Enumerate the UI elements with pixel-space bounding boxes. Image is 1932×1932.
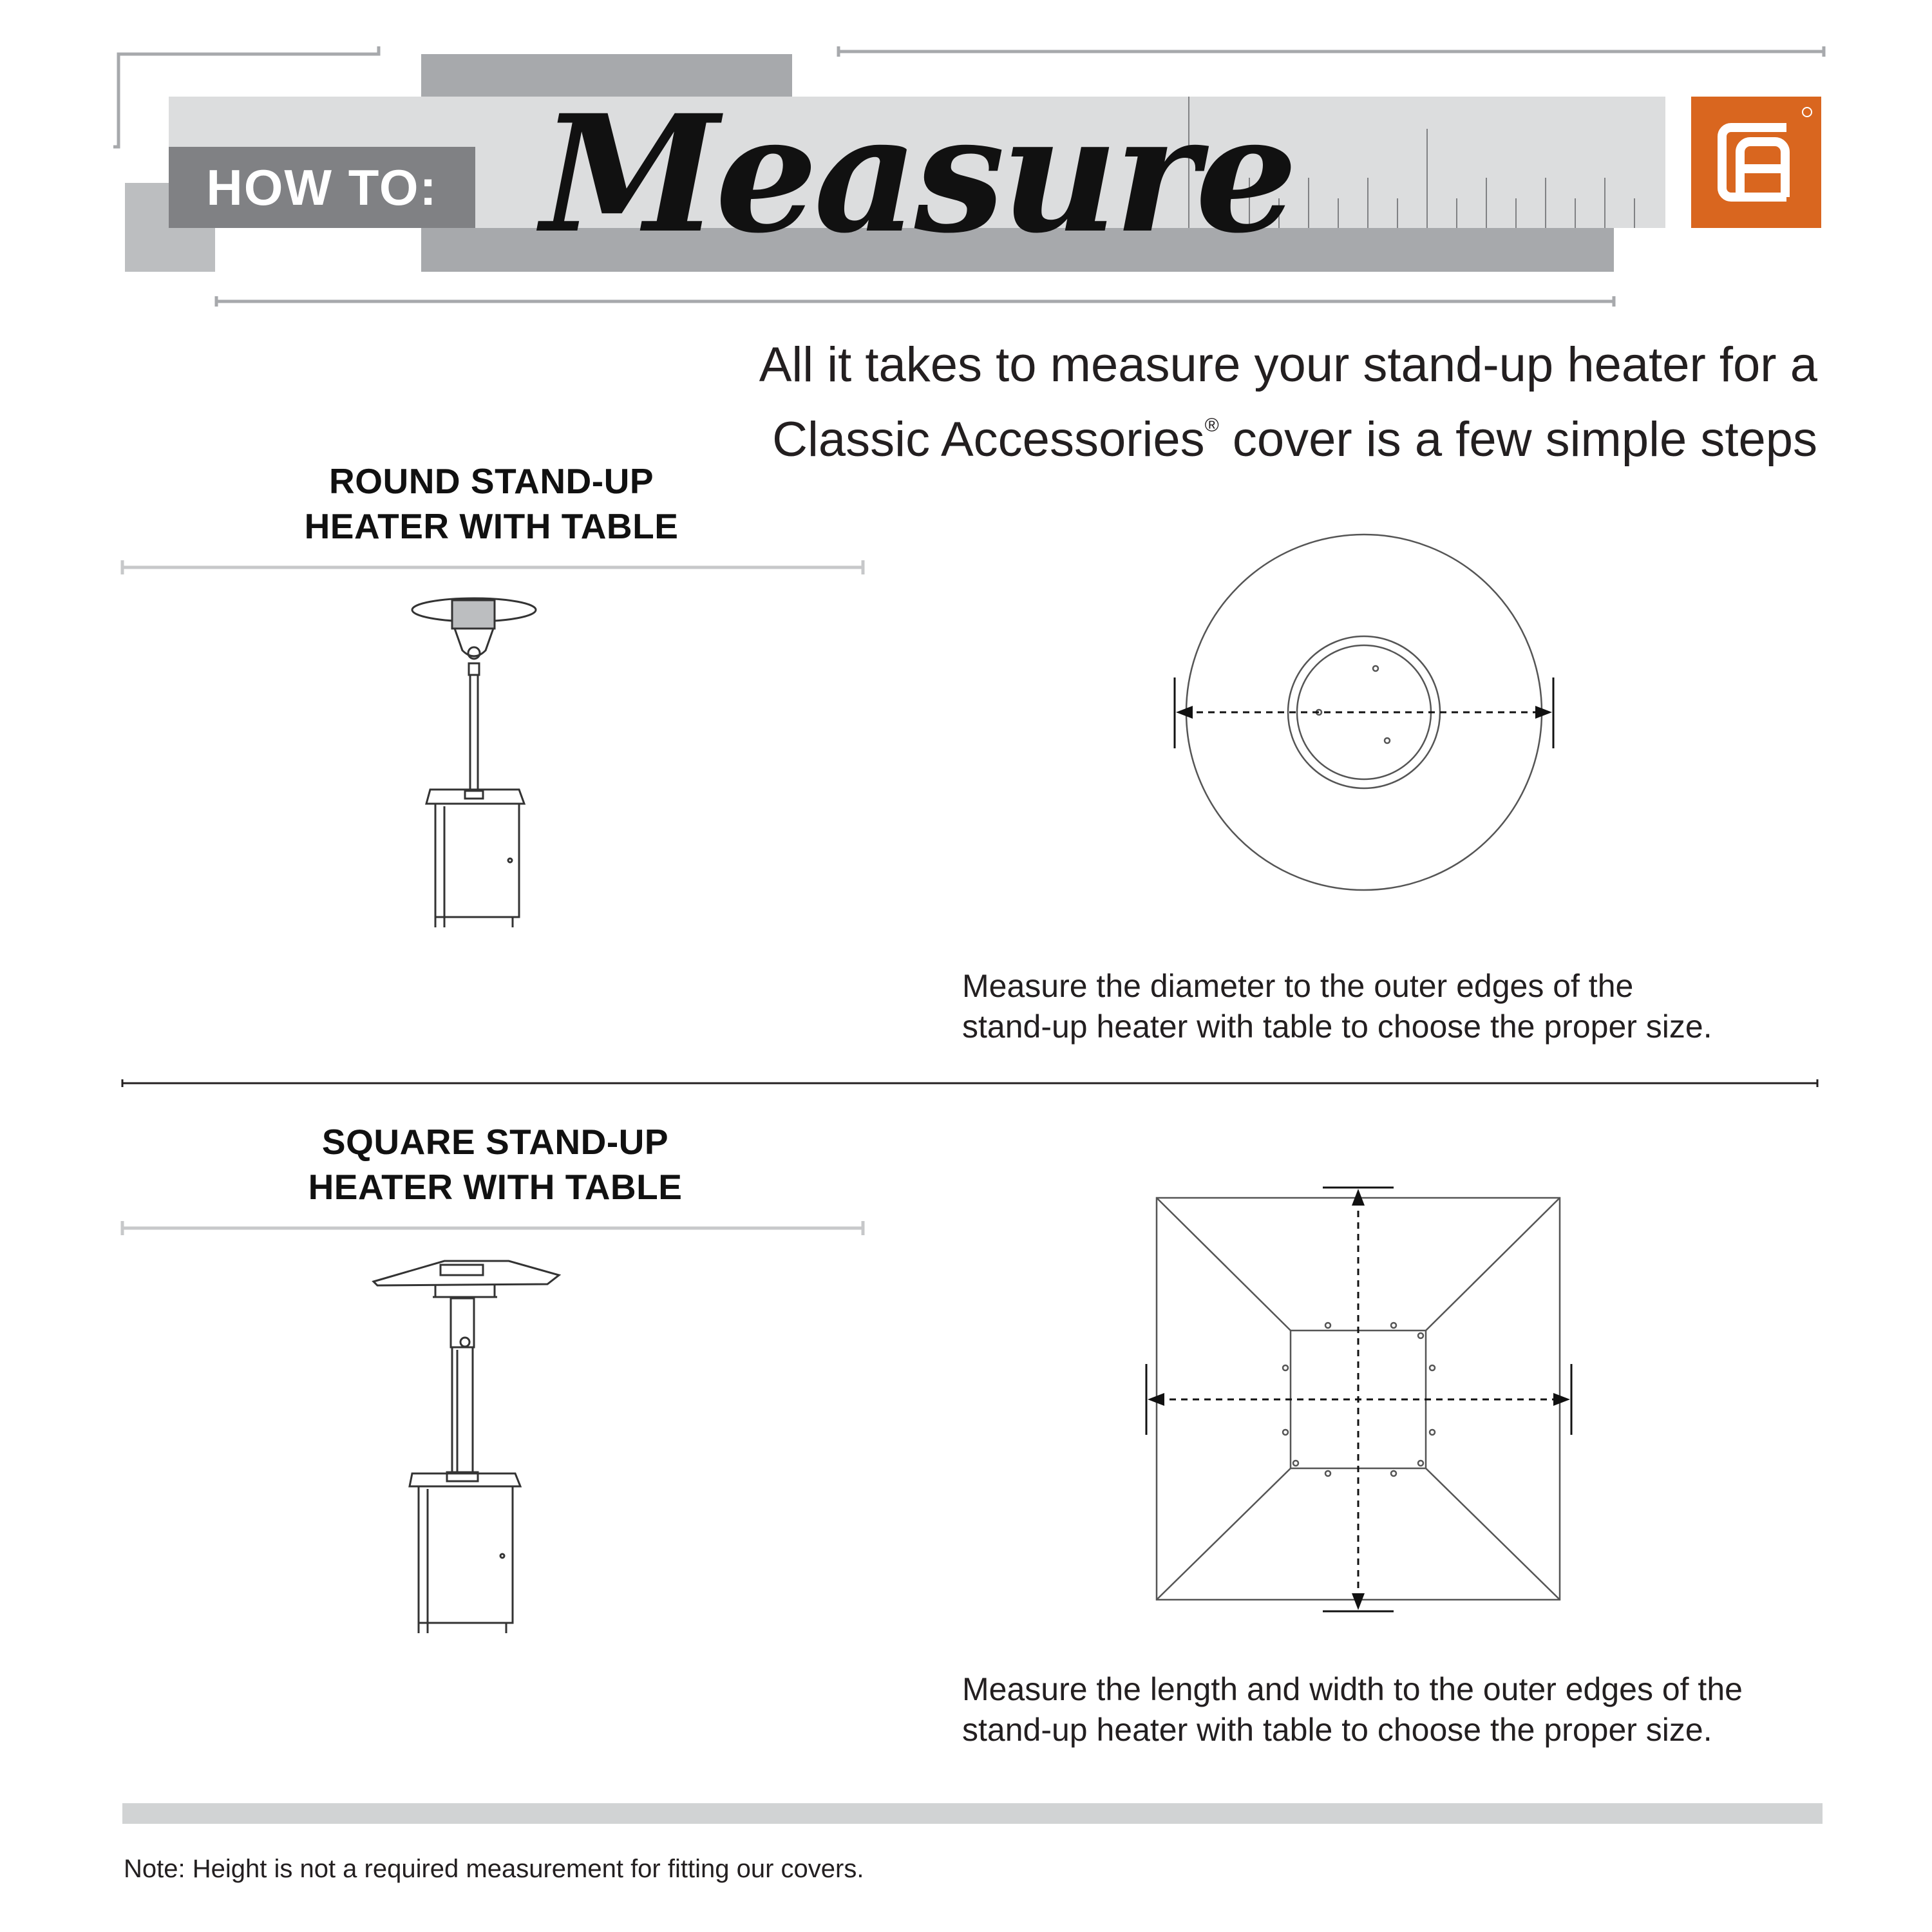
intro-line-1: All it takes to measure your stand-up heater for a: [759, 337, 1817, 392]
square-section-title: [126, 1119, 864, 1209]
round-top-view-diagram: [1159, 528, 1571, 902]
square-section-rule: [120, 1218, 867, 1238]
round-desc-line-1: Measure the diameter to the outer edges of the: [962, 968, 1634, 1004]
intro-text: [759, 335, 1817, 470]
round-title-line-2: HEATER WITH TABLE: [304, 506, 679, 546]
page-title: Measure: [541, 79, 1294, 269]
square-title-line-2: HEATER WITH TABLE: [308, 1167, 683, 1207]
classic-accessories-logo-icon: [1691, 97, 1821, 228]
round-section-title: [122, 459, 860, 549]
registered-mark: ®: [1204, 415, 1219, 436]
square-title-line-1: SQUARE STAND-UP: [321, 1122, 669, 1162]
section-divider: [120, 1075, 1820, 1091]
square-top-view-diagram: [1133, 1172, 1584, 1623]
square-heater-illustration: [361, 1249, 580, 1649]
square-desc-line-1: Measure the length and width to the outer edges of the: [962, 1671, 1743, 1707]
intro-line-2: [759, 395, 1817, 470]
round-heater-illustration: [386, 580, 580, 940]
footnote: Note: Height is not a required measurement for fitting our covers.: [124, 1855, 864, 1883]
round-description: [962, 966, 1712, 1047]
round-desc-line-2: stand-up heater with table to choose the proper size.: [962, 1009, 1712, 1045]
round-title-line-1: ROUND STAND-UP: [328, 461, 654, 501]
intro-line-2-rest: cover is a few simple steps: [1218, 412, 1817, 467]
footer-bar: [122, 1803, 1823, 1824]
how-to-label: HOW TO:: [169, 147, 475, 228]
round-section-rule: [120, 558, 867, 577]
square-description: [962, 1669, 1743, 1750]
square-desc-line-2: stand-up heater with table to choose the proper size.: [962, 1712, 1712, 1748]
brand-logo: [1691, 97, 1821, 228]
brand-name: Classic Accessories: [772, 412, 1205, 467]
